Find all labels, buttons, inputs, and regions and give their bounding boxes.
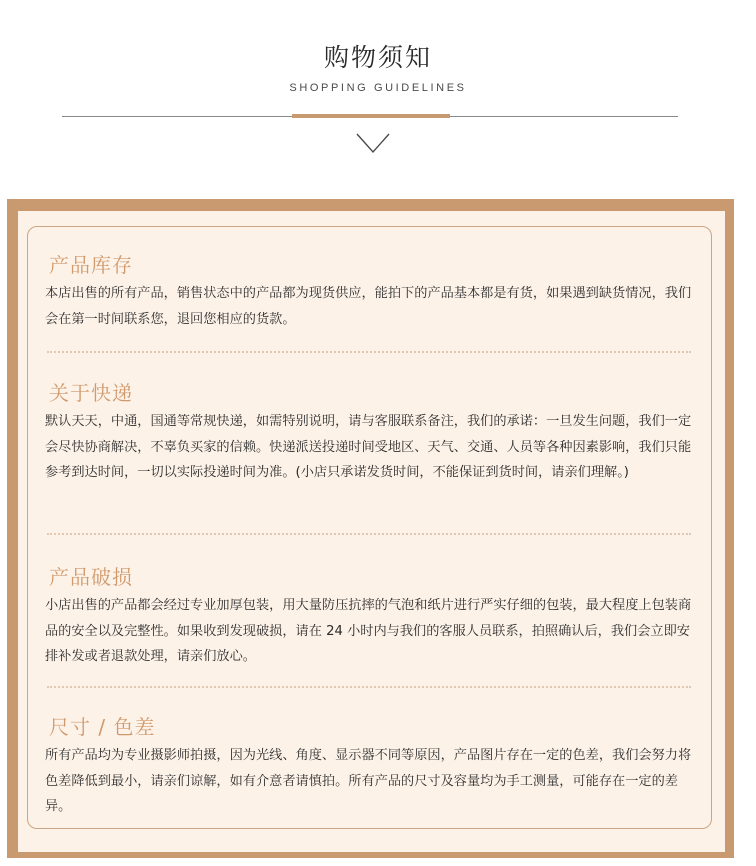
page-subtitle: SHOPPING GUIDELINES [289, 82, 467, 94]
section-divider [47, 686, 691, 688]
guidelines-panel [18, 211, 725, 852]
section-title: 产品库存 [49, 253, 133, 277]
page-title: 购物须知 [323, 43, 432, 72]
section-divider [47, 533, 691, 535]
section-title: 关于快递 [49, 381, 133, 405]
header-divider-accent [292, 114, 450, 118]
chevron-down-icon [356, 132, 390, 154]
section-body: 小店出售的产品都会经过专业加厚包装，用大量防压抗摔的气泡和纸片进行严实仔细的包装，最大程度上包装商品的安全以及完整性。如果收到发现破损，请在 24 小时内与我们的客服人员联系，拍照确认后，我们会立即安排补发或者退款处理，请亲们放心。 [45, 598, 692, 664]
guidelines-card [27, 226, 712, 829]
guidelines-frame [7, 199, 734, 858]
section-divider [47, 351, 691, 353]
section-title: 产品破损 [49, 565, 133, 589]
section-body: 默认天天，中通，国通等常规快递，如需特别说明，请与客服联系备注，我们的承诺：一旦发生问题，我们一定会尽快协商解决，不辜负买家的信赖。快递派送投递时间受地区、天气、交通、人员等各种因素影响，我们只能参考到达时间，一切以实际投递时间为准。(小店只承诺发货时间，不能保证到货时间，请亲们理解。) [45, 414, 692, 480]
section-body: 本店出售的所有产品，销售状态中的产品都为现货供应，能拍下的产品基本都是有货，如果遇到缺货情况，我们会在第一时间联系您，退回您相应的货款。 [45, 286, 692, 327]
section-body: 所有产品均为专业摄影师拍摄，因为光线、角度、显示器不同等原因，产品图片存在一定的色差，我们会努力将色差降低到最小，请亲们谅解，如有介意者请慎拍。所有产品的尺寸及容量均为手工测量，可能存在一定的差异。 [45, 748, 692, 814]
section-title: 尺寸 / 色差 [49, 715, 156, 739]
